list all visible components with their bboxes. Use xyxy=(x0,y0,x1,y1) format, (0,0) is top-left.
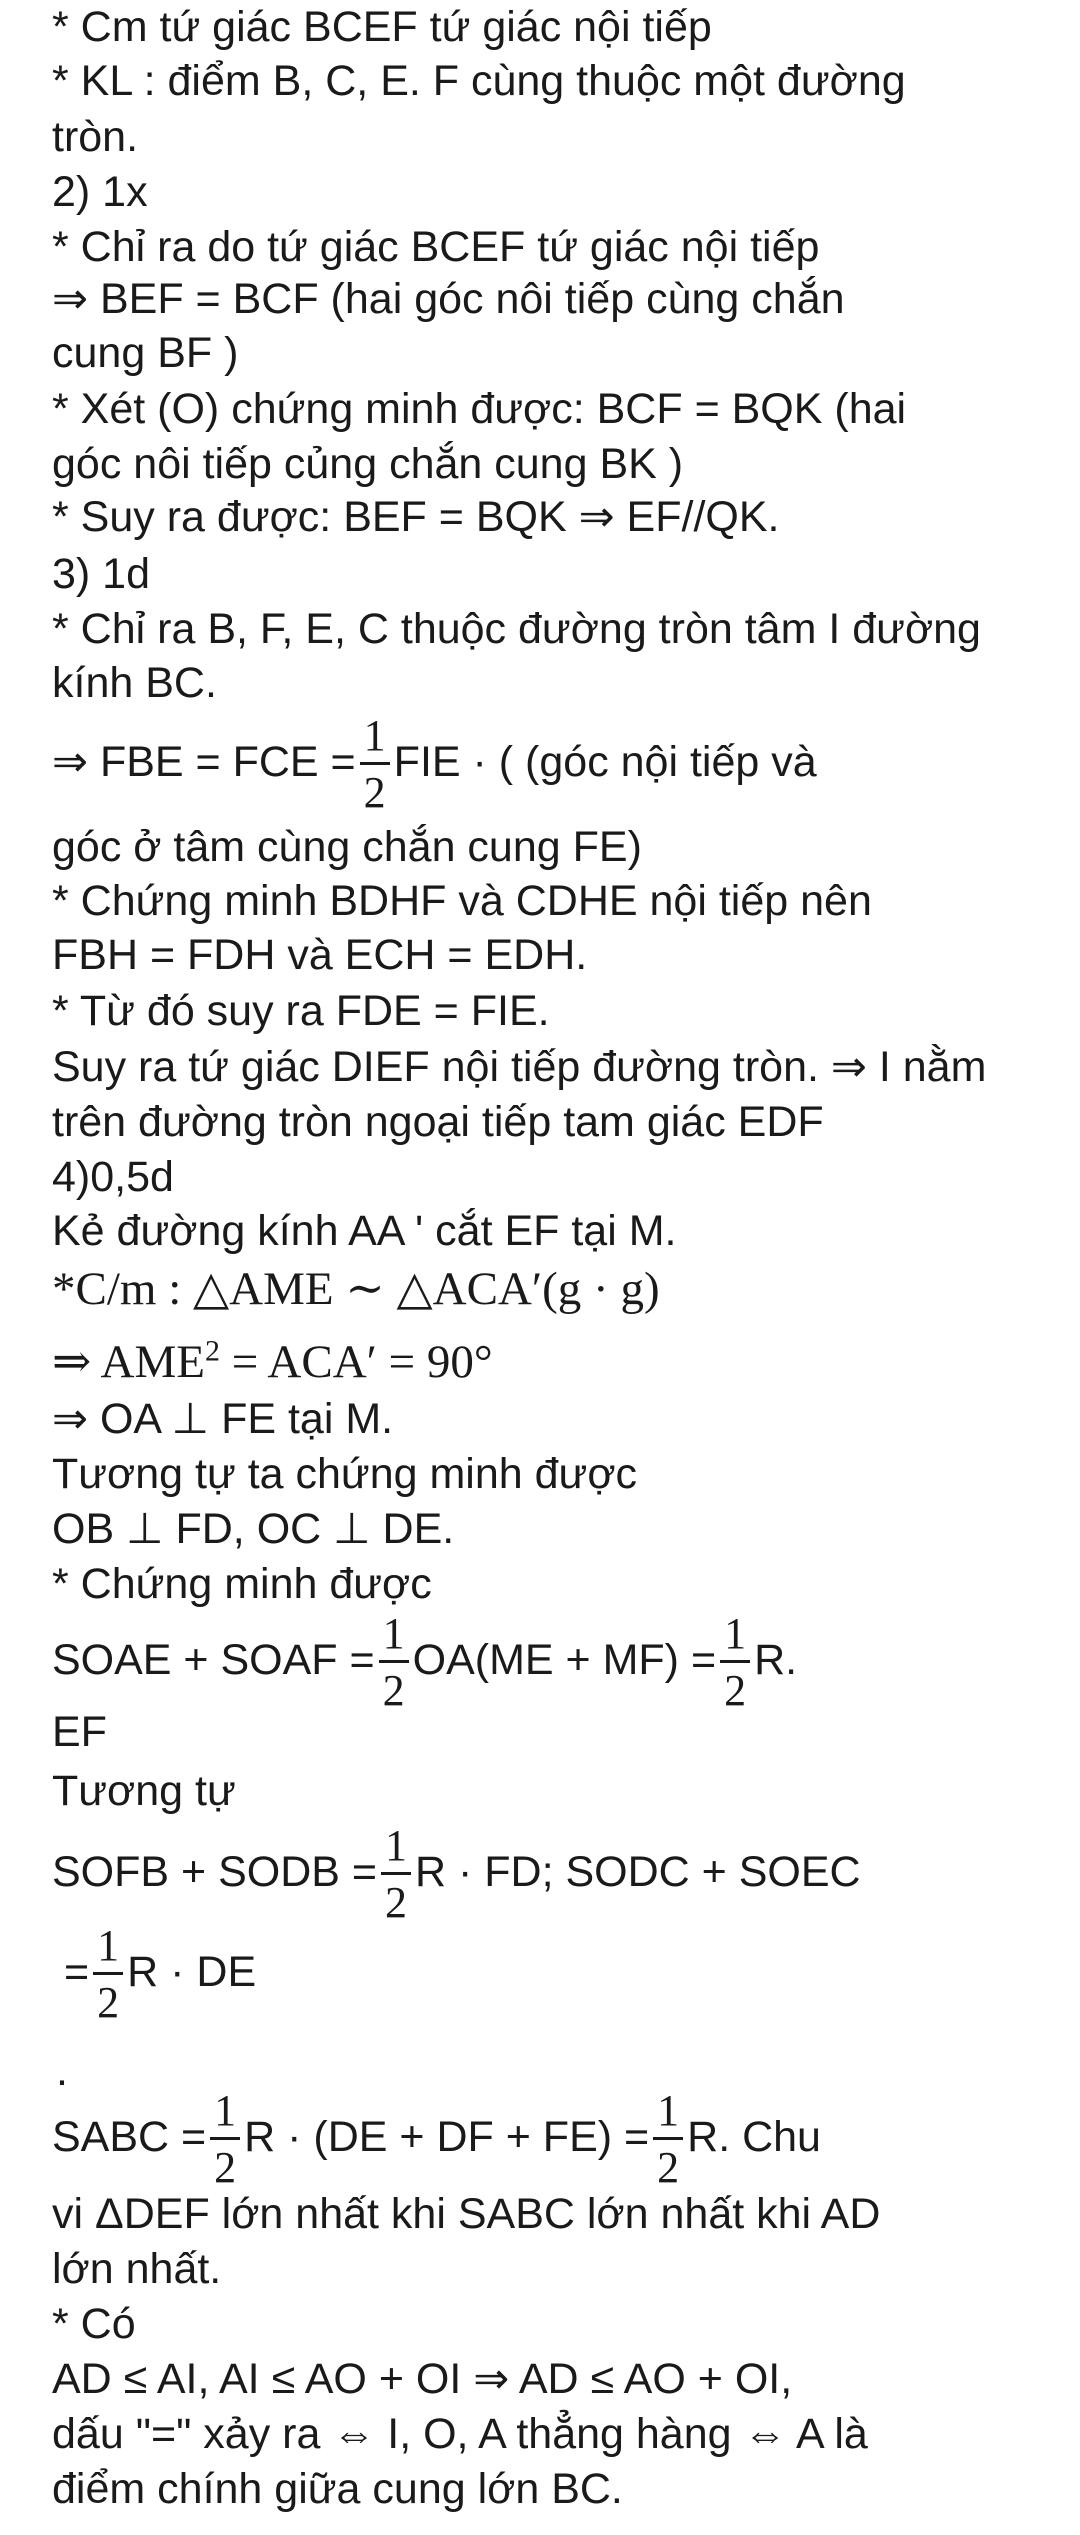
line-24-start: ⇒ AME xyxy=(52,1336,205,1388)
line-40: dấu "=" xảy ra ⇔ I, O, A thẳng hàng ⇔ A là xyxy=(52,2410,868,2458)
line-5: * Chỉ ra do tứ giác BCEF tứ giác nội tiếp xyxy=(52,223,820,271)
line-13: kính BC. xyxy=(52,659,217,707)
line-38: * Có xyxy=(52,2300,136,2348)
line-3: tròn. xyxy=(52,113,139,161)
fraction-numerator: 1 xyxy=(381,1824,411,1875)
line-25: ⇒ OA ⊥ FE tại M. xyxy=(52,1395,394,1443)
line-41: điểm chính giữa cung lớn BC. xyxy=(52,2465,623,2513)
line-29-a: SOAE + SOAF = xyxy=(52,1636,375,1684)
fraction-numerator: 1 xyxy=(720,1612,750,1663)
fraction-numerator: 1 xyxy=(360,714,390,765)
line-16: * Chứng minh BDHF và CDHE nội tiếp nên xyxy=(52,877,872,925)
fraction-numerator: 1 xyxy=(653,2089,683,2140)
fraction-half xyxy=(653,2086,683,2193)
line-20: trên đường tròn ngoại tiếp tam giác EDF xyxy=(52,1098,824,1146)
line-21: 4)0,5d xyxy=(52,1153,174,1201)
line-27: OB ⊥ FD, OC ⊥ DE. xyxy=(52,1505,455,1553)
line-14 xyxy=(52,711,817,818)
line-14-start: ⇒ FBE = FCE = xyxy=(52,738,356,786)
line-12: * Chỉ ra B, F, E, C thuộc đường tròn tâm I đường xyxy=(52,605,981,653)
line-7: cung BF ) xyxy=(52,329,239,377)
fraction-denominator: 2 xyxy=(363,768,386,818)
line-19: Suy ra tứ giác DIEF nội tiếp đường tròn. ⇒ I nằm xyxy=(52,1043,987,1091)
fraction-denominator: 2 xyxy=(214,2143,237,2193)
line-23: *C/m : △AME ∼ △ACA′(g · g) xyxy=(52,1263,660,1315)
line-28: * Chứng minh được xyxy=(52,1560,432,1608)
line-33 xyxy=(64,1921,257,2028)
fraction-denominator: 2 xyxy=(724,1666,747,1716)
line-32-a: SOFB + SODB = xyxy=(52,1848,377,1896)
line-36: vi ΔDEF lớn nhất khi SABC lớn nhất khi AD xyxy=(52,2190,881,2238)
line-9: góc nôi tiếp củng chắn cung BK ) xyxy=(52,440,684,488)
fraction-numerator: 1 xyxy=(93,1924,123,1975)
line-1: * Cm tứ giác BCEF tứ giác nội tiếp xyxy=(52,3,712,51)
line-35 xyxy=(52,2086,821,2193)
line-24 xyxy=(52,1335,493,1389)
fraction-denominator: 2 xyxy=(382,1666,405,1716)
line-18: * Từ đó suy ra FDE = FIE. xyxy=(52,987,550,1035)
line-35-c: R. Chu xyxy=(687,2113,821,2161)
line-17: FBH = FDH và ECH = EDH. xyxy=(52,931,588,979)
fraction-denominator: 2 xyxy=(97,1978,120,2028)
fraction-half xyxy=(720,1609,750,1716)
line-29-b: OA(ME + MF) = xyxy=(412,1636,717,1684)
line-33-b: R · DE xyxy=(127,1948,257,1996)
line-26: Tương tự ta chứng minh được xyxy=(52,1450,638,1498)
line-35-a: SABC = xyxy=(52,2113,207,2161)
line-35-b: R · (DE + DF + FE) = xyxy=(244,2113,650,2161)
fraction-numerator: 1 xyxy=(379,1612,409,1663)
fraction-denominator: 2 xyxy=(657,2143,680,2193)
fraction-half xyxy=(379,1609,409,1716)
fraction-half xyxy=(210,2086,240,2193)
line-31: Tương tự xyxy=(52,1767,236,1815)
line-30: EF xyxy=(52,1708,107,1756)
line-24-end: = ACA′ = 90° xyxy=(219,1336,493,1388)
line-6: ⇒ BEF = BCF (hai góc nôi tiếp cùng chắn xyxy=(52,275,845,323)
line-4: 2) 1x xyxy=(52,168,148,216)
line-32-b: R · FD; SODC + SOEC xyxy=(415,1848,861,1896)
line-8: * Xét (O) chứng minh được: BCF = BQK (hai xyxy=(52,385,907,433)
line-22: Kẻ đường kính AA ' cắt EF tại M. xyxy=(52,1207,677,1255)
fraction-half xyxy=(93,1921,123,2028)
line-2: * KL : điểm B, C, E. F cùng thuộc một đường xyxy=(52,57,906,105)
line-11: 3) 1d xyxy=(52,550,151,598)
line-14-end: FIE · ( (góc nội tiếp và xyxy=(393,738,817,786)
fraction-denominator: 2 xyxy=(385,1878,407,1928)
line-29-c: R. xyxy=(754,1636,798,1684)
superscript-2: 2 xyxy=(204,1334,220,1368)
line-29 xyxy=(52,1609,798,1716)
line-15: góc ở tâm cùng chắn cung FE) xyxy=(52,823,642,871)
line-39: AD ≤ AI, AI ≤ AO + OI ⇒ AD ≤ AO + OI, xyxy=(52,2355,793,2403)
fraction-half xyxy=(381,1821,411,1928)
line-10: * Suy ra được: BEF = BQK ⇒ EF//QK. xyxy=(52,493,780,541)
line-32 xyxy=(52,1821,861,1928)
line-33-a: = xyxy=(64,1948,90,1996)
line-37: lớn nhất. xyxy=(52,2245,222,2293)
line-34-dot: . xyxy=(56,2047,68,2095)
fraction-numerator: 1 xyxy=(210,2089,240,2140)
fraction-half xyxy=(360,711,390,818)
